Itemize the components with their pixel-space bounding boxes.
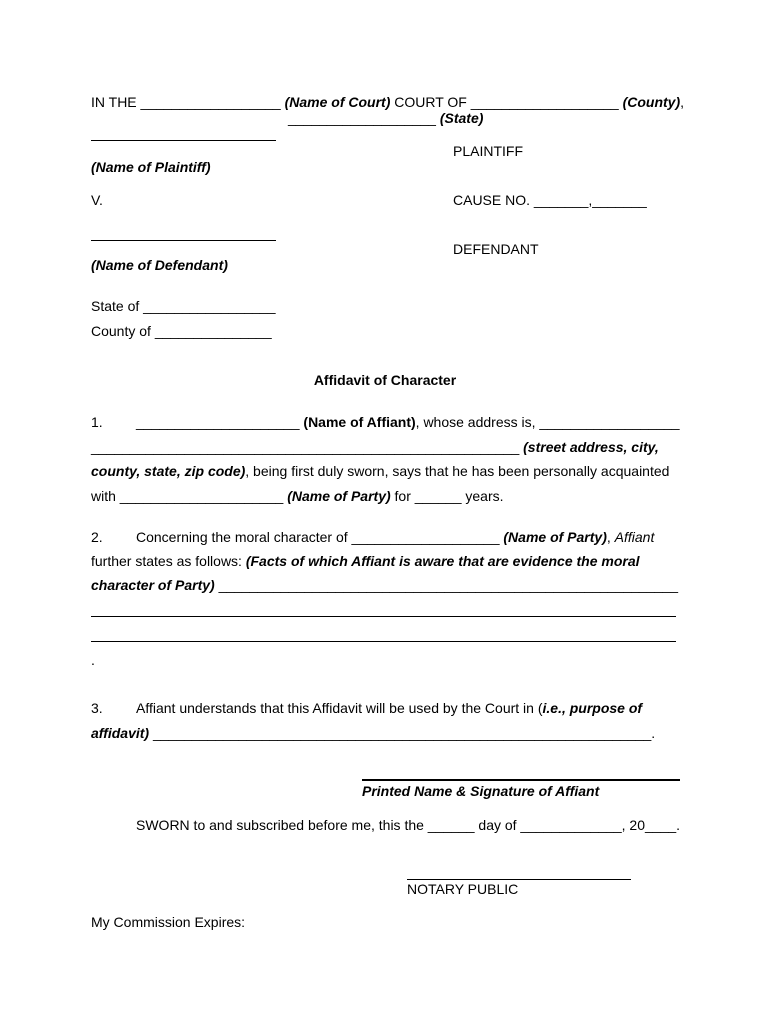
para2-end-dot: . [91, 652, 95, 668]
further-states-text: further states as follows: [91, 553, 246, 569]
purpose-label: i.e., purpose of [542, 700, 643, 716]
party-name-label-2: (Name of Party) [503, 529, 607, 545]
para3-line-2 [91, 725, 655, 741]
para1-number: 1. [91, 414, 103, 430]
para2-line-1 [91, 529, 654, 545]
party-name-label: (Name of Party) [287, 488, 391, 504]
character-of-party-label: character of Party) [91, 577, 215, 593]
court-use-text: Affiant understands that this Affidavit will be used by the Court in ( [136, 700, 543, 716]
para2-comma: , [606, 529, 615, 545]
affidavit-label: affidavit) [91, 725, 150, 741]
document-title: Affidavit of Character [313, 372, 457, 388]
address-intro: , whose address is, __________________ [415, 414, 680, 430]
notary-public-label: NOTARY PUBLIC [407, 881, 519, 897]
plaintiff-signature-line [91, 140, 276, 141]
affiant-signature-line [362, 779, 680, 781]
affiant-name-label: (Name of Affiant) [303, 414, 416, 430]
para2-line-3 [91, 577, 678, 593]
purpose-blank: ________________________________________________________________. [149, 725, 656, 741]
sworn-statement-text: , being first duly sworn, says that he has been personally acquainted [245, 463, 670, 479]
plaintiff-name-label: (Name of Plaintiff) [91, 159, 211, 175]
commission-expires: My Commission Expires: [91, 914, 246, 930]
plaintiff-label: PLAINTIFF [453, 143, 524, 159]
party-blank: with _____________________ [91, 488, 288, 504]
facts-blank: ___________________________________________________________ [214, 577, 678, 593]
defendant-signature-line [91, 240, 276, 241]
para1-line-3 [91, 463, 669, 479]
name-of-court-label: (Name of Court) [284, 94, 391, 110]
notary-signature-line [407, 879, 631, 880]
state-label: (State) [439, 110, 484, 126]
defendant-label: DEFENDANT [453, 241, 539, 257]
venue-state: State of _________________ [91, 298, 276, 314]
address-blank: _______________________________________________________ [91, 439, 524, 455]
para1-line-4 [91, 488, 504, 504]
para2-number: 2. [91, 529, 103, 545]
years-blank: for ______ years. [390, 488, 504, 504]
facts-line-2 [91, 641, 676, 642]
affiant-word: Affiant [614, 529, 655, 545]
para1-line-2 [91, 439, 659, 455]
affiant-signature-label: Printed Name & Signature of Affiant [362, 783, 600, 799]
sworn-statement: SWORN to and subscribed before me, this the ______ day of _____________, 20____. [136, 817, 681, 833]
caption-comma: , [680, 94, 684, 110]
county-state-zip-label: county, state, zip code) [91, 463, 246, 479]
cause-number: CAUSE NO. _______,_______ [453, 192, 647, 208]
para3-number: 3. [91, 700, 103, 716]
facts-label: (Facts of which Affiant is aware that are evidence the moral [245, 553, 640, 569]
state-blank: ___________________ [288, 110, 440, 126]
defendant-name-label: (Name of Defendant) [91, 257, 228, 273]
venue-county: County of _______________ [91, 323, 272, 339]
para2-line-2 [91, 553, 640, 569]
para3-line-1 [91, 700, 642, 716]
caption-line-2 [288, 110, 483, 126]
county-label: (County) [622, 94, 681, 110]
court-blank: IN THE __________________ [91, 94, 285, 110]
moral-character-intro: Concerning the moral character of ___________________ [136, 529, 504, 545]
county-blank: COURT OF ___________________ [390, 94, 623, 110]
versus-label: V. [91, 192, 103, 208]
affiant-name-blank: _____________________ [136, 414, 304, 430]
caption-line-1 [91, 94, 684, 110]
facts-line-1 [91, 616, 676, 617]
street-address-label: (street address, city, [523, 439, 659, 455]
para1-line-1 [91, 414, 680, 430]
